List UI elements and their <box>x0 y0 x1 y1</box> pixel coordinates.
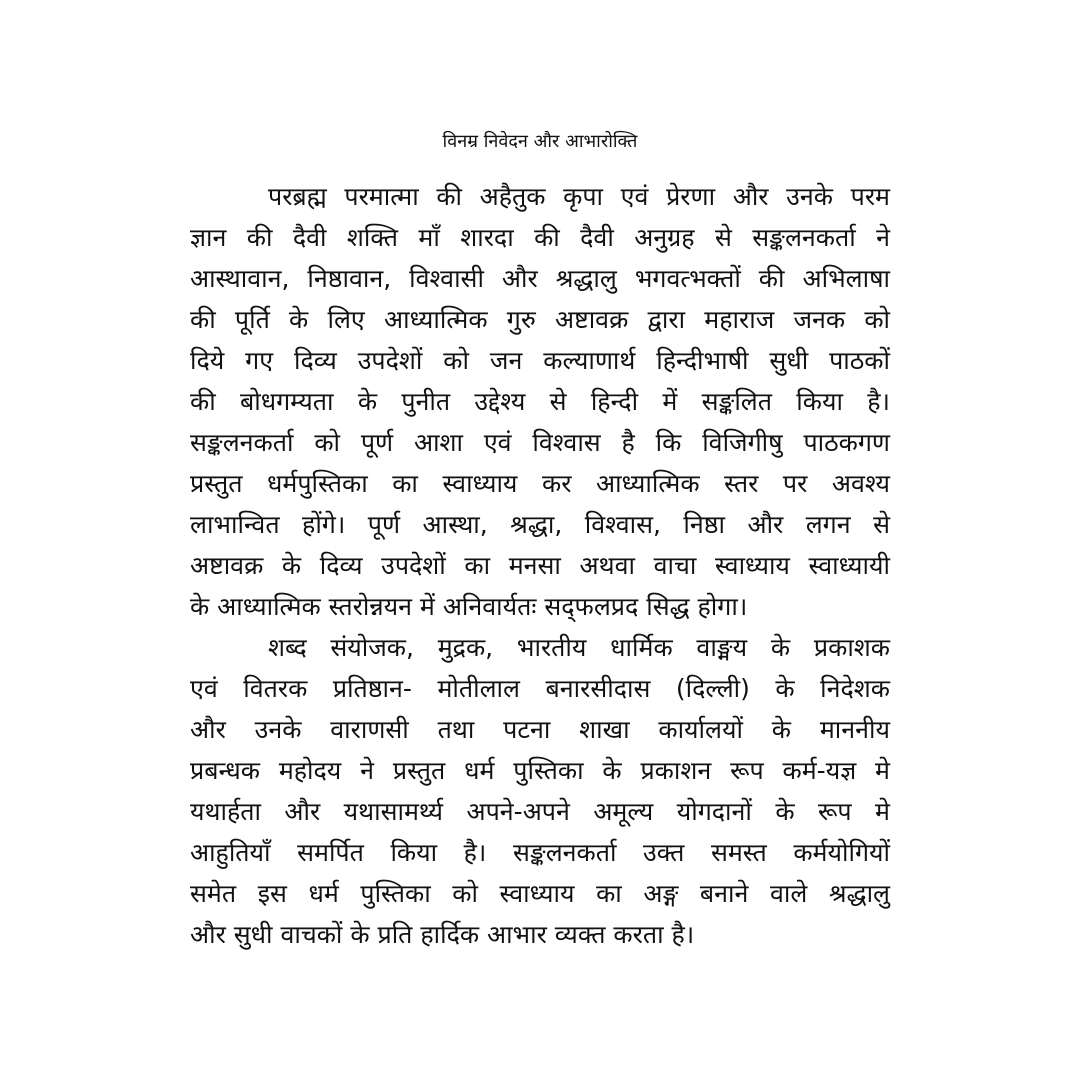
text-line: यथार्हता और यथासामर्थ्य अपने-अपने अमूल्य योगदानों के रूप मे <box>190 797 890 826</box>
text-line: शब्द संयोजक, मुद्रक, भारतीय धार्मिक वाङ्मय के प्रकाशक <box>268 633 890 662</box>
paragraph-2 <box>190 627 890 955</box>
text-line: प्रबन्धक महोदय ने प्रस्तुत धर्म पुस्तिका के प्रकाशन रूप कर्म-यज्ञ मे <box>190 756 890 785</box>
text-line: लाभान्वित होंगे। पूर्ण आस्था, श्रद्धा, विश्वास, निष्ठा और लगन से <box>190 510 890 539</box>
text-line: ज्ञान की दैवी शक्ति माँ शारदा की दैवी अनुग्रह से सङ्कलनकर्ता ने <box>190 223 890 252</box>
text-line: परब्रह्म परमात्मा की अहैतुक कृपा एवं प्रेरणा और उनके परम <box>268 182 890 211</box>
text-line: समेत इस धर्म पुस्तिका को स्वाध्याय का अङ्ग बनाने वाले श्रद्धालु <box>190 879 890 908</box>
text-line: और उनके वाराणसी तथा पटना शाखा कार्यालयों के माननीय <box>190 715 890 744</box>
text-line: आहुतियाँ समर्पित किया है। सङ्कलनकर्ता उक्त समस्त कर्मयोगियों <box>190 838 890 867</box>
text-line: की पूर्ति के लिए आध्यात्मिक गुरु अष्टावक्र द्वारा महाराज जनक को <box>190 305 890 334</box>
text-line: एवं वितरक प्रतिष्ठान- मोतीलाल बनारसीदास (दिल्ली) के निदेशक <box>190 674 890 703</box>
page-title: विनम्र निवेदन और आभारोक्ति <box>442 131 638 152</box>
paragraph-1 <box>190 176 890 627</box>
text-line: प्रस्तुत धर्मपुस्तिका का स्वाध्याय कर आध्यात्मिक स्तर पर अवश्य <box>190 469 890 498</box>
text-line: दिये गए दिव्य उपदेशों को जन कल्याणार्थ हिन्दीभाषी सुधी पाठकों <box>190 346 890 375</box>
text-line: सङ्कलनकर्ता को पूर्ण आशा एवं विश्वास है कि विजिगीषु पाठकगण <box>190 428 890 457</box>
text-line: के आध्यात्मिक स्तरोन्नयन में अनिवार्यतः सद्फलप्रद सिद्ध होगा। <box>190 592 748 621</box>
text-line: की बोधगम्यता के पुनीत उद्देश्य से हिन्दी में सङ्कलित किया है। <box>190 387 890 416</box>
text-line: आस्थावान, निष्ठावान, विश्वासी और श्रद्धालु भगवत्भक्तों की अभिलाषा <box>190 264 890 293</box>
text-line: और सुधी वाचकों के प्रति हार्दिक आभार व्यक्त करता है। <box>190 920 695 949</box>
text-line: अष्टावक्र के दिव्य उपदेशों का मनसा अथवा वाचा स्वाध्याय स्वाध्यायी <box>190 551 890 580</box>
body-text <box>190 176 890 955</box>
